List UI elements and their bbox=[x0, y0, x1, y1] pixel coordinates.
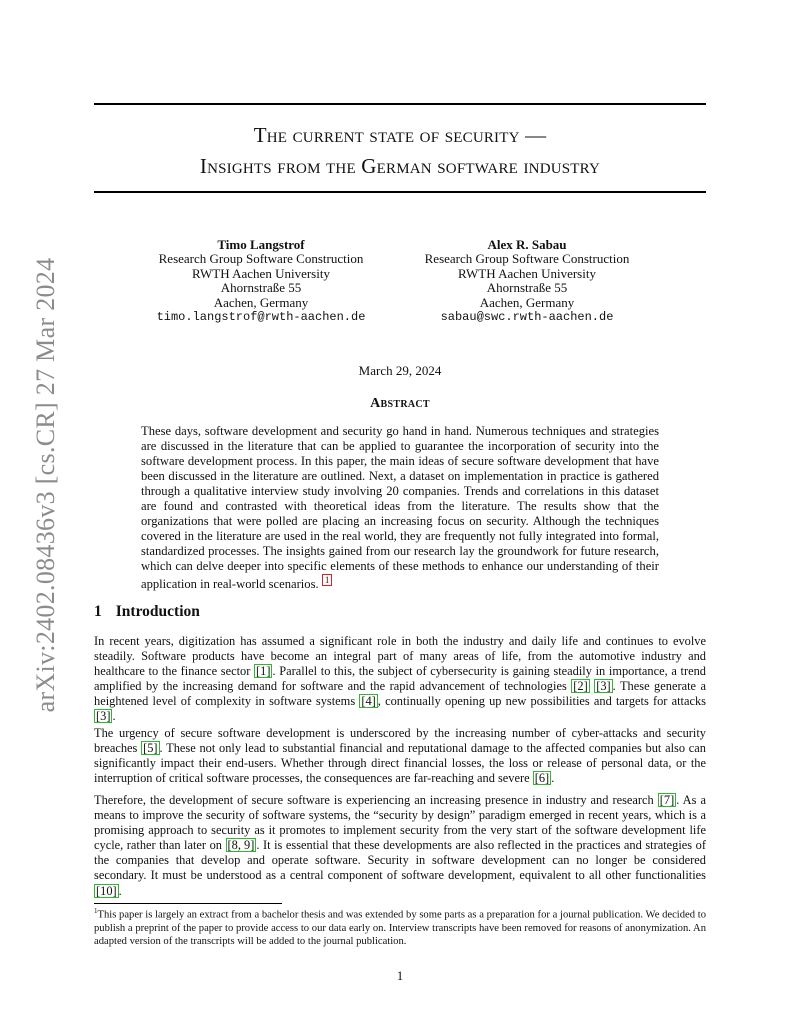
footnote bbox=[94, 905, 706, 948]
paragraph-text: The urgency of secure software development is underscored by the increasing number of cyber-attacks and security breaches bbox=[94, 726, 706, 756]
citation-link[interactable]: [1] bbox=[256, 664, 271, 679]
section-number: 1 bbox=[94, 603, 102, 620]
paragraph-text: . Parallel to this, the subject of cybersecurity is gaining steadily in importance, a trend amplified by the increasing demand for software and the rapid advancement of technologies bbox=[94, 664, 706, 694]
citation-link[interactable]: [4] bbox=[361, 694, 376, 709]
paper-date: March 29, 2024 bbox=[358, 363, 442, 378]
citation-link[interactable]: [3] bbox=[596, 679, 611, 694]
title-line-1: The current state of security — bbox=[253, 123, 547, 147]
title-line-2: Insights from the German software industry bbox=[199, 154, 601, 178]
author-block-2 bbox=[377, 238, 677, 324]
citation-link[interactable]: [5] bbox=[143, 741, 158, 756]
arxiv-stamp: arXiv:2402.08436v3 [cs.CR] 27 Mar 2024 bbox=[31, 257, 60, 713]
author-street: Ahornstraße 55 bbox=[486, 280, 568, 296]
author-city: Aachen, Germany bbox=[479, 294, 575, 310]
citation-link[interactable]: [10] bbox=[96, 883, 117, 898]
paragraph-3 bbox=[94, 793, 706, 899]
citation-link[interactable]: [2] bbox=[573, 679, 588, 694]
author-university: RWTH Aachen University bbox=[192, 265, 330, 281]
author-city: Aachen, Germany bbox=[213, 294, 309, 310]
section-heading bbox=[94, 603, 200, 621]
paragraph-1 bbox=[94, 634, 706, 725]
footnote-link[interactable]: 1 bbox=[322, 574, 333, 586]
abstract-body bbox=[141, 424, 659, 592]
author-name: Alex R. Sabau bbox=[487, 237, 567, 252]
author-email[interactable]: sabau@swc.rwth-aachen.de bbox=[440, 310, 614, 325]
paragraph-text: . These generate a heightened level of complexity in software systems bbox=[94, 679, 706, 709]
author-street: Ahornstraße 55 bbox=[220, 280, 302, 296]
abstract-heading: Abstract bbox=[370, 396, 430, 411]
footnote-rule bbox=[94, 903, 282, 904]
author-email[interactable]: timo.langstrof@rwth-aachen.de bbox=[156, 310, 366, 325]
paragraph-text: . bbox=[551, 771, 555, 786]
paragraph-text: In recent years, digitization has assumed a significant role in both the industry and daily life and continues to evolve steadily. Software products have become an integral part of many areas of life, from the automotive industry and healthcare to the finance sector bbox=[94, 634, 706, 679]
paragraph-text: . As a means to improve the security of software systems, the “security by design” paradigm emerged in recent years, which is a promising approach to security as it promotes to implement security from the very start of the software development life cycle, rather than later on bbox=[94, 793, 706, 853]
paragraph-2 bbox=[94, 726, 706, 786]
author-affiliation: Research Group Software Construction bbox=[424, 251, 630, 267]
title-rule-bottom bbox=[94, 191, 706, 193]
page-number: 1 bbox=[396, 968, 404, 983]
author-block-1 bbox=[111, 238, 411, 324]
author-name: Timo Langstrof bbox=[217, 237, 305, 252]
paragraph-text: Therefore, the development of secure software is experiencing an increasing presence in industry and research bbox=[94, 793, 658, 807]
title-rule-top bbox=[94, 103, 706, 105]
citation-link[interactable]: [6] bbox=[534, 771, 550, 786]
citation-link[interactable]: [8, 9] bbox=[227, 838, 255, 853]
paragraph-text: . bbox=[112, 709, 116, 724]
author-affiliation: Research Group Software Construction bbox=[158, 251, 364, 267]
paragraph-text: . These not only lead to substantial financial and reputational damage to the affected companies but also can significantly impact their end-users. Whether through direct financial losses, the loss or release of personal data, or the interruption of critical software processes, the consequences are far-reaching and severe bbox=[94, 741, 706, 786]
section-title: Introduction bbox=[115, 603, 200, 620]
author-university: RWTH Aachen University bbox=[458, 265, 596, 281]
paragraph-text: . bbox=[118, 883, 122, 898]
paper-title bbox=[94, 120, 706, 182]
abstract-text: These days, software development and security go hand in hand. Numerous techniques and strategies are discussed in the literature that can be applied to guarantee the incorporation of security into the software development process. In this paper, the main ideas of secure software development that have been discussed in the literature are outlined. Next, a dataset on implementation in practice is gathered through a qualitative interview study involving 20 companies. Trends and correlations in this dataset are found and contrasted with theoretical ideas from the literature. The results show that the organizations that were polled are placing an increasing focus on security. Although the techniques covered in the literature are used in the real world, they are frequently not fully integrated into formal, standardized processes. The insights gained from our research lay the groundwork for future research, which can delve deeper into specific elements of these methods to enhance our understanding of their application in real-world scenarios. bbox=[141, 424, 659, 592]
footnote-mark: 1 bbox=[94, 907, 98, 915]
citation-link[interactable]: [7] bbox=[659, 793, 675, 807]
footnote-text: This paper is largely an extract from a bachelor thesis and was extended by some parts as a preparation for a journal publication. We decided to publish a preprint of the paper to provide access to our data early on. Interview transcripts have been removed for reasons of anonymization. An adapted version of the transcripts will be added to the journal publication. bbox=[94, 909, 706, 947]
paragraph-text: , continually opening up new possibilities and targets for attacks bbox=[377, 694, 706, 709]
citation-link[interactable]: [3] bbox=[96, 709, 111, 724]
paragraph-text: . It is essential that these developments are also reflected in the practices and strategies of the companies that develop and operate software. Security in software development can no longer be considered secondary. It must be understood as a central component of software development, equivalent to all other functionalities bbox=[94, 838, 706, 883]
